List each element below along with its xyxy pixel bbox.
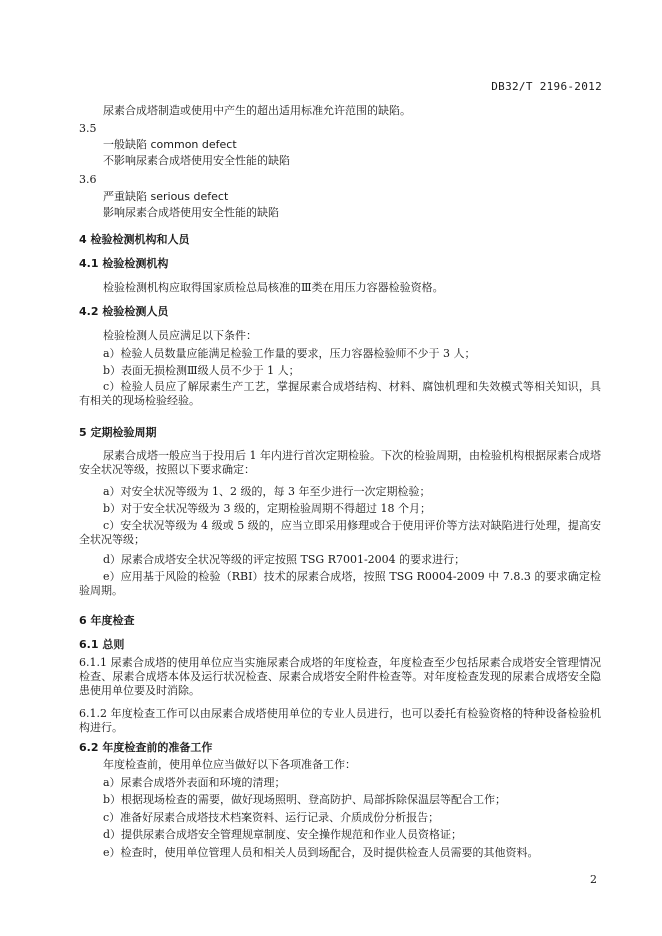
- term-title: 一般缺陷 common defect: [103, 138, 237, 151]
- standard-code: DB32/T 2196-2012: [491, 80, 602, 93]
- list-item: d）提供尿素合成塔安全管理规章制度、安全操作规范和作业人员资格证；: [103, 828, 463, 841]
- list-item: b）对于安全状况等级为 3 级的，定期检验周期不得超过 18 个月；: [103, 502, 432, 515]
- text-line: 检验检测机构应取得国家质检总局核准的Ⅲ类在用压力容器检验资格。: [103, 281, 444, 294]
- subsection-heading: 6.2 年度检查前的准备工作: [79, 741, 213, 754]
- list-item: c）准备好尿素合成塔技术档案资料、运行记录、介质成份分析报告；: [103, 811, 440, 824]
- list-item: a）对安全状况等级为 1、2 级的，每 3 年至少进行一次定期检验；: [103, 485, 431, 498]
- text-line: 检验检测人员应满足以下条件：: [103, 329, 257, 342]
- section-heading: 6 年度检查: [79, 614, 135, 627]
- paragraph: 6.1.1 尿素合成塔的使用单位应当实施尿素合成塔的年度检查，年度检查至少包括尿素合成塔安全管理情况检查、尿素合成塔本体及运行状况检查、尿素合成塔安全附件检查等。对年度检查发现的尿素合成塔安全隐患使用单位要及时消除。: [79, 656, 601, 697]
- list-item: c）检验人员应了解尿素生产工艺，掌握尿素合成塔结构、材料、腐蚀机理和失效模式等相关知识，具有相关的现场检验经验。: [79, 380, 601, 407]
- list-item: a）检验人员数量应能满足检验工作量的要求，压力容器检验师不少于 3 人；: [103, 347, 476, 360]
- list-item: b）根据现场检查的需要，做好现场照明、登高防护、局部拆除保温层等配合工作；: [103, 793, 507, 806]
- list-item: b）表面无损检测Ⅲ级人员不少于 1 人；: [103, 364, 300, 377]
- list-item: c）安全状况等级为 4 级或 5 级的，应当立即采用修理或合于使用评价等方法对缺陷进行处理，提高安全状况等级；: [79, 519, 601, 546]
- list-item: e）检查时，使用单位管理人员和相关人员到场配合，及时提供检查人员需要的其他资料。: [103, 846, 539, 859]
- page-number: 2: [590, 873, 597, 886]
- term-definition: 不影响尿素合成塔使用安全性能的缺陷: [103, 154, 290, 167]
- paragraph: 6.1.2 年度检查工作可以由尿素合成塔使用单位的专业人员进行，也可以委托有检验资格的特种设备检验机构进行。: [79, 707, 601, 734]
- term-title: 严重缺陷 serious defect: [103, 190, 229, 203]
- paragraph: 尿素合成塔一般应当于投用后 1 年内进行首次定期检验。下次的检验周期，由检验机构根据尿素合成塔安全状况等级，按照以下要求确定：: [79, 449, 601, 476]
- clause-number: 3.6: [79, 173, 97, 186]
- clause-number: 3.5: [79, 122, 97, 135]
- list-item: e）应用基于风险的检验（RBI）技术的尿素合成塔，按照 TSG R0004-2009 中 7.8.3 的要求确定检验周期。: [79, 570, 601, 597]
- term-definition: 影响尿素合成塔使用安全性能的缺陷: [103, 206, 279, 219]
- text-line: 尿素合成塔制造或使用中产生的超出适用标准允许范围的缺陷。: [103, 104, 411, 117]
- section-heading: 5 定期检验周期: [79, 426, 157, 439]
- subsection-heading: 4.2 检验检测人员: [79, 305, 169, 318]
- list-item: a）尿素合成塔外表面和环境的清理；: [103, 776, 286, 789]
- list-item: d）尿素合成塔安全状况等级的评定按照 TSG R7001-2004 的要求进行；: [103, 553, 466, 566]
- subsection-heading: 4.1 检验检测机构: [79, 257, 169, 270]
- subsection-heading: 6.1 总则: [79, 638, 125, 651]
- text-line: 年度检查前，使用单位应当做好以下各项准备工作：: [103, 758, 356, 771]
- section-heading: 4 检验检测机构和人员: [79, 233, 190, 246]
